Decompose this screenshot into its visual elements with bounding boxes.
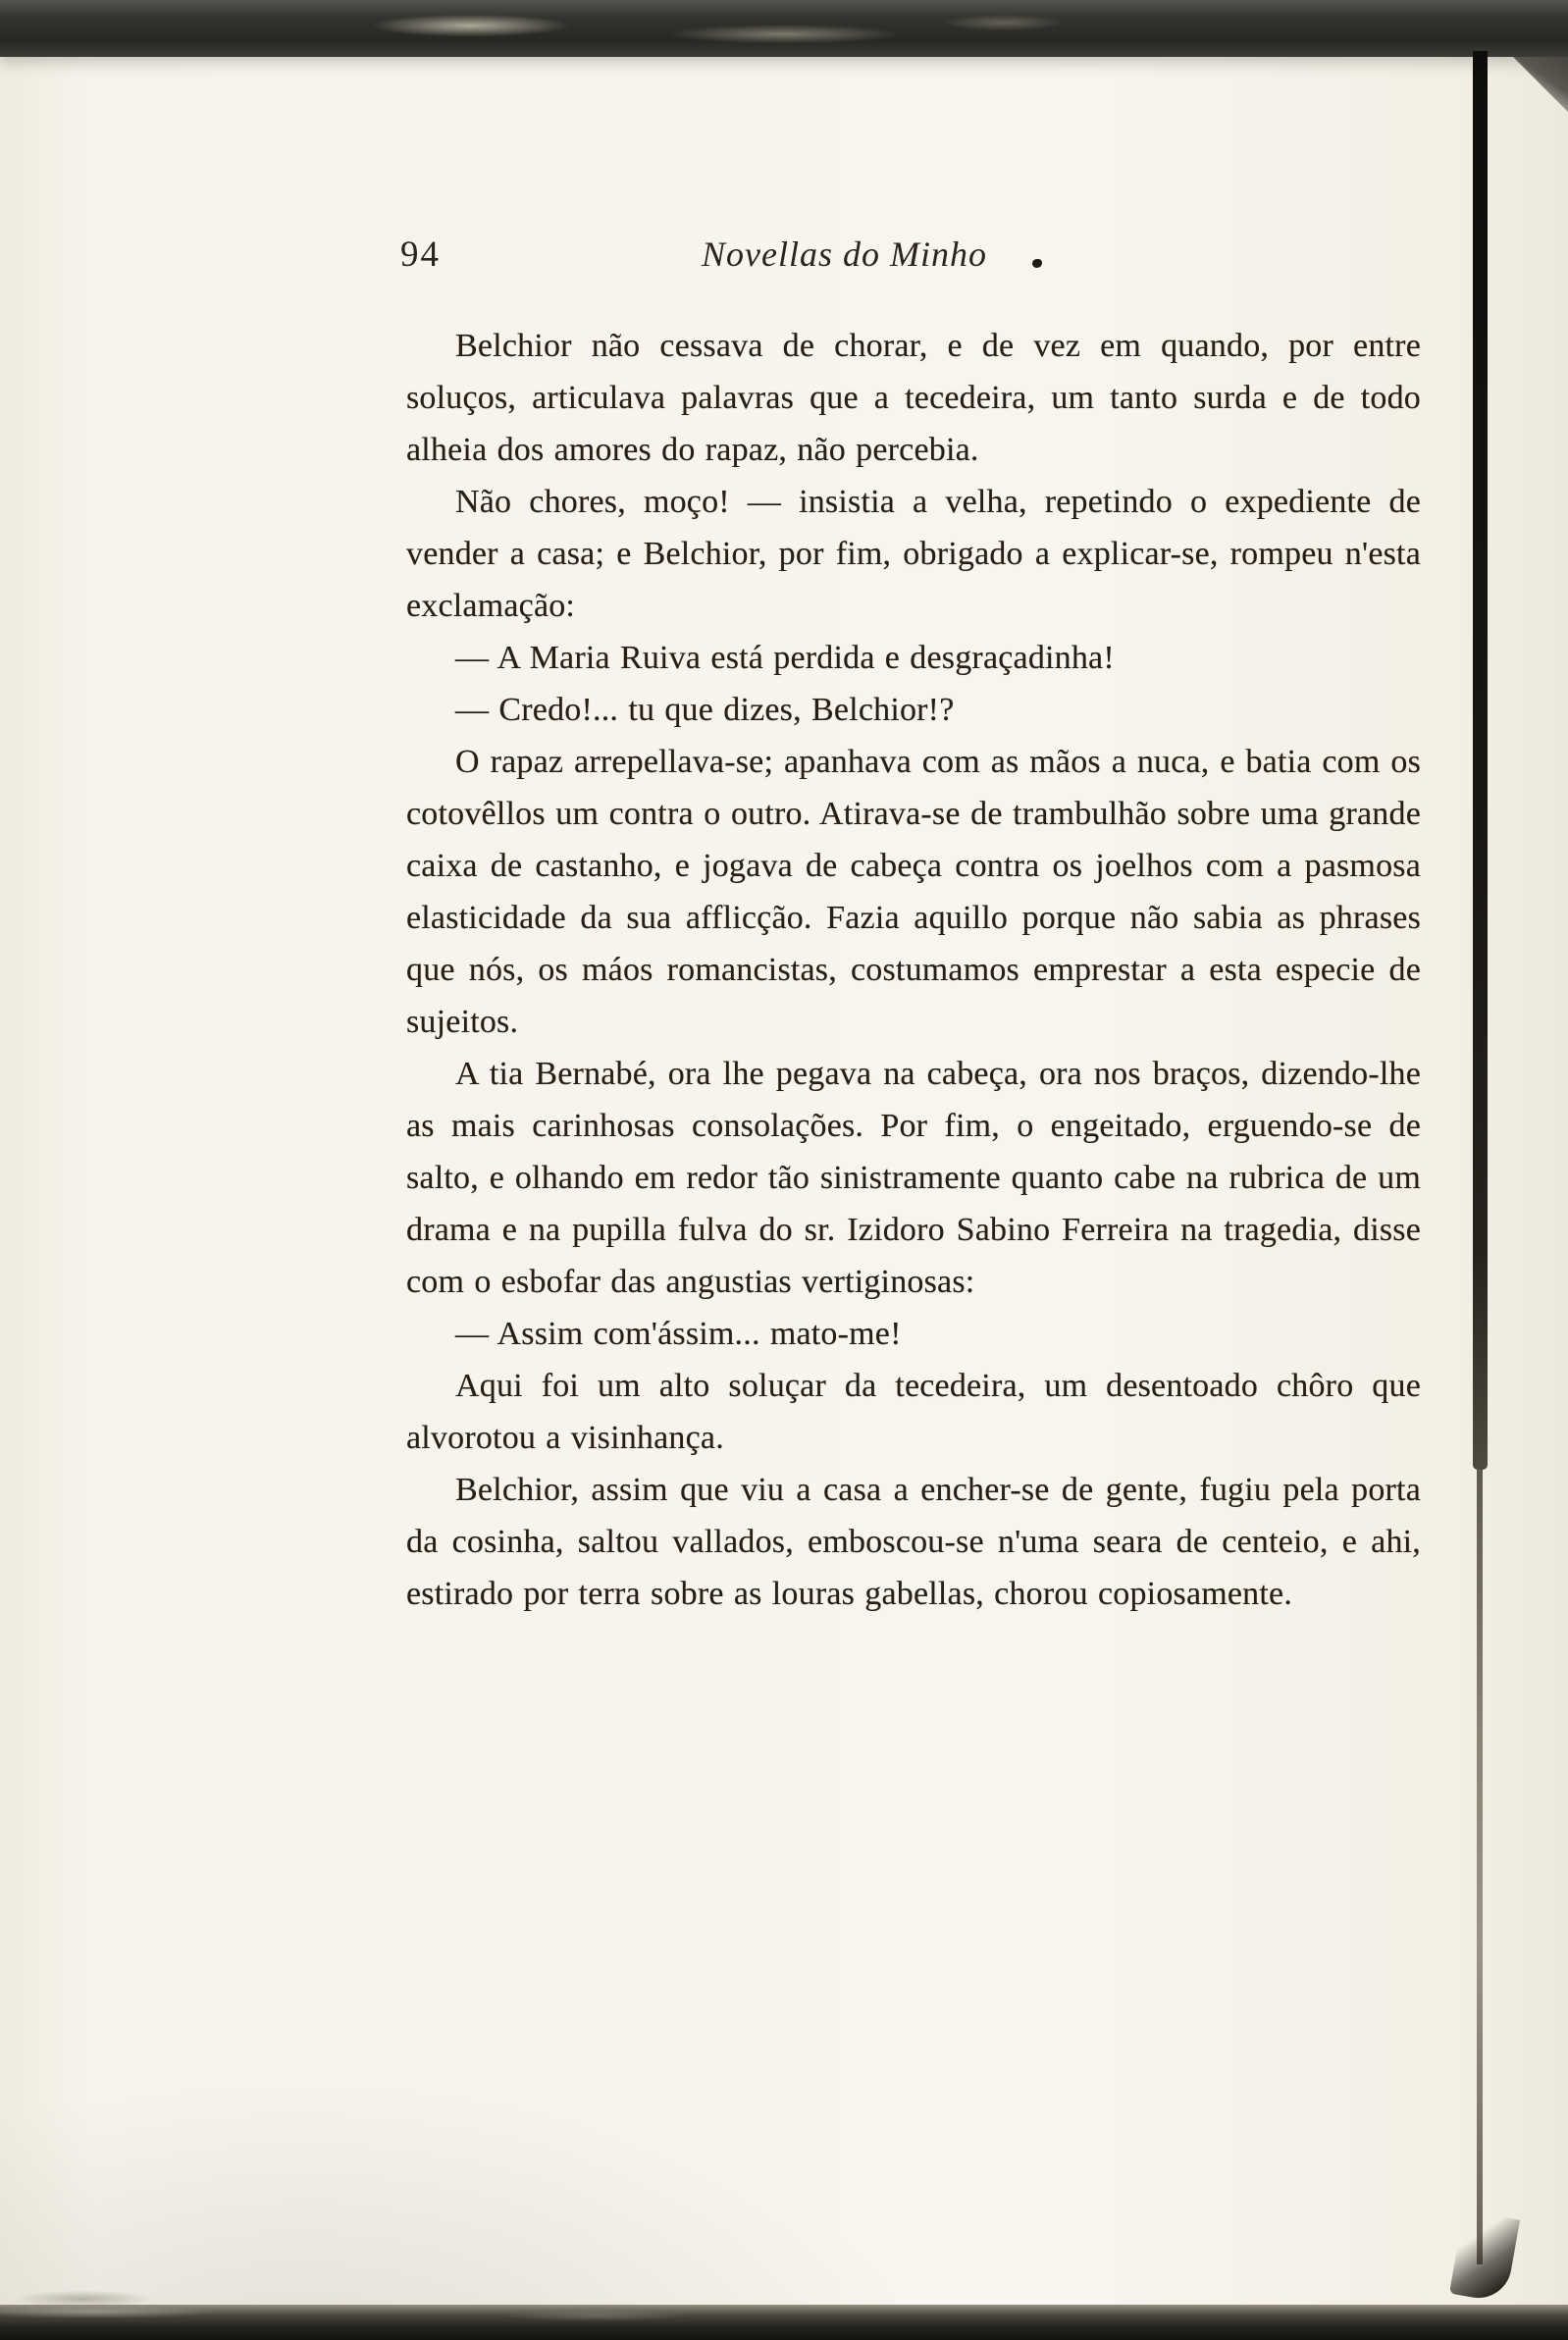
paragraph: — Credo!... tu que dizes, Belchior!? [455,692,955,728]
text-block [406,320,1421,1620]
page-curl-artifact [1449,2210,1520,2304]
paragraph: A tia Bernabé, ora lhe pegava na cabeça, ora nos braços, dizendo-lhe as mais carinhosas consolações. Por fim, o engeitado, erguendo-se de salto, e olhando em redor tão sinistramente quanto cabe na rubrica de um drama e na pupilla fulva do sr. Izidoro Sabino Ferreira na tragedia, disse com o esbofar das angustias vertiginosas: [406,1056,1421,1300]
page-number: 94 [400,234,441,275]
paragraph: — Assim com'ássim... mato-me! [455,1316,902,1352]
scan-top-edge [0,0,1568,57]
paragraph: Belchior, assim que viu a casa a encher-se de gente, fugiu pela porta da cosinha, saltou vallados, emboscou-se n'uma seara de centeio, e ahi, estirado por terra sobre as louras gabellas, chorou copiosamente. [406,1472,1421,1612]
scan-top-right-corner [1499,57,1568,112]
paragraph: O rapaz arrepellava-se; apanhava com as mãos a nuca, e batia com os cotovêllos um contra o outro. Atirava-se de trambulhão sobre uma grande caixa de castanho, e jogava de cabeça contra os joelhos com a pasmosa elasticidade da sua afflicção. Fazia aquillo porque não sabia as phrases que nós, os máos romancistas, costumamos emprestar a esta especie de sujeitos. [406,744,1421,1040]
paragraph: Não chores, moço! — insistia a velha, repetindo o expediente de vender a casa; e Belchior, por fim, obrigado a explicar-se, rompeu n'esta exclamação: [406,484,1421,624]
paragraph: Aqui foi um alto soluçar da tecedeira, um desentoado chôro que alvorotou a visinhança. [406,1368,1421,1456]
running-title-text: Novellas do Minho [702,234,987,274]
book-right-edge [1473,51,1488,1470]
ink-dot-icon [1032,259,1042,268]
running-title [441,234,1303,275]
scan-bottom-edge [0,2305,1568,2340]
paragraph: Belchior não cessava de chorar, e de vez em quando, por entre soluços, articulava palavras que a tecedeira, um tanto surda e de todo alheia dos amores do rapaz, não percebia. [406,328,1421,468]
page-header [400,234,1421,276]
book-right-edge-faint [1477,1470,1483,2264]
paragraph: — A Maria Ruiva está perdida e desgraçadinha! [455,640,1115,676]
